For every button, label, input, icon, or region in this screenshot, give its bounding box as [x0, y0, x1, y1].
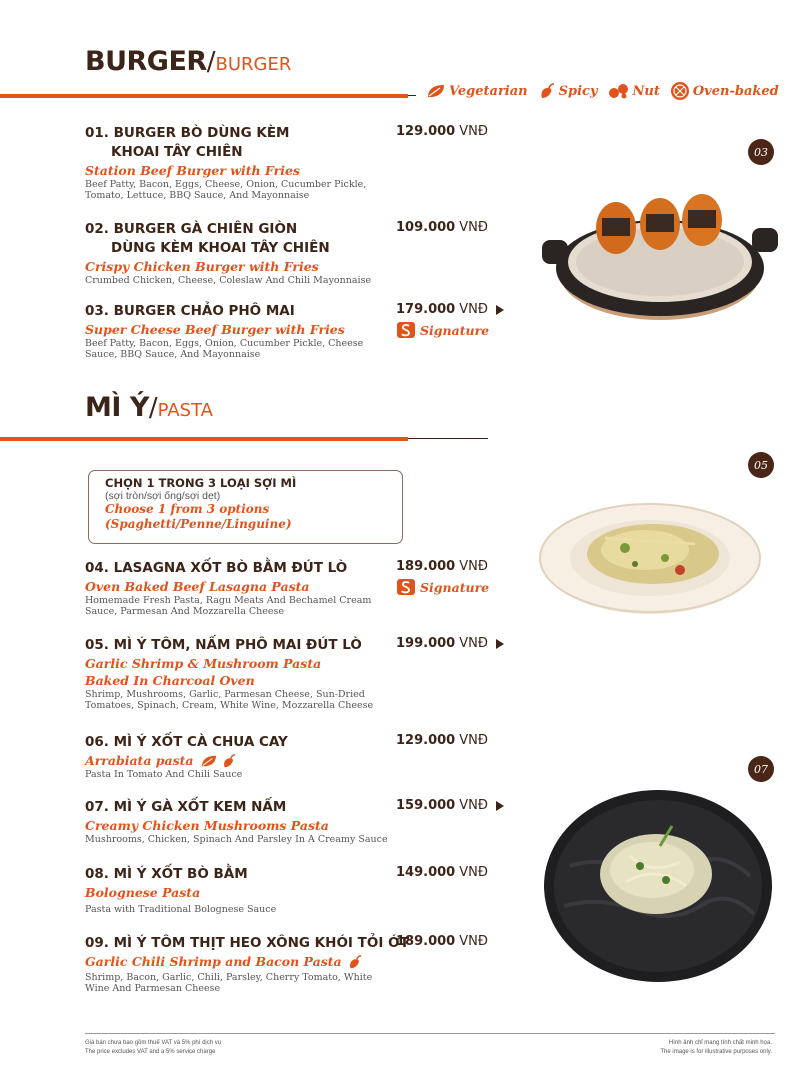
item-name: 05. MÌ Ý TÔM, NẤM PHÔ MAI ĐÚT LÒ: [85, 637, 362, 653]
legend-oven-baked: Oven-baked: [670, 81, 779, 101]
item-price: 149.000 VNĐ: [396, 865, 488, 880]
item-english-name: Station Beef Burger with Fries: [85, 163, 300, 178]
legend-spicy: Spicy: [538, 82, 598, 100]
menu-item-05: [85, 636, 505, 711]
signature-icon: [396, 578, 416, 596]
item-description: Crumbed Chicken, Cheese, Coleslaw And Chili Mayonnaise: [85, 275, 372, 286]
item-name: 01. BURGER BÒ DÙNG KÈM KHOAI TÂY CHIÊN: [85, 125, 290, 160]
item-english-name: Creamy Chicken Mushrooms Pasta: [85, 818, 329, 833]
menu-item-01: [85, 124, 505, 201]
item-english-name: Garlic Chili Shrimp and Bacon Pasta: [85, 953, 505, 970]
item-price: 179.000 VNĐ: [396, 302, 504, 317]
pasta-section-title: MÌ Ý/PASTA: [85, 392, 213, 423]
item-price: 159.000 VNĐ: [396, 798, 504, 813]
item-description: Pasta with Traditional Bolognese Sauce: [85, 904, 277, 915]
menu-item-07: [85, 798, 505, 845]
menu-item-08: [85, 865, 505, 915]
item-name: 09. MÌ Ý TÔM THỊT HEO XÔNG KHÓI TỎI ỚT: [85, 935, 410, 951]
leaf-icon: [200, 754, 218, 768]
item-price: 189.000 VNĐ: [396, 559, 488, 574]
item-english-name: Super Cheese Beef Burger with Fries: [85, 322, 345, 337]
item-name: 02. BURGER GÀ CHIÊN GIÒN DÙNG KÈM KHOAI TÂY CHIÊN: [85, 221, 330, 256]
signature-badge: Signature: [396, 321, 489, 339]
footer-price-note: Giá bán chưa bao gồm thuế VAT và 5% phí dịch vụ The price excludes VAT and a 5% service charge: [85, 1040, 222, 1055]
item-price: 129.000 VNĐ: [396, 733, 488, 748]
item-description: Beef Patty, Bacon, Eggs, Onion, Cucumber Pickle, Cheese Sauce, BBQ Sauce, And Mayonnaise: [85, 338, 364, 360]
item-name: 08. MÌ Ý XỐT BÒ BẰM: [85, 866, 248, 882]
legend-vegetarian: Vegetarian: [426, 83, 528, 99]
item-price: 189.000 VNĐ: [396, 934, 488, 949]
item-english-name: Arrabiata pasta: [85, 752, 505, 769]
footer-rule: [85, 1033, 775, 1034]
oven-icon: [670, 81, 690, 101]
item-price: 129.000 VNĐ: [396, 124, 488, 139]
menu-item-06: [85, 733, 505, 780]
play-arrow-icon: [496, 305, 504, 315]
burger-title-rule: [0, 94, 408, 98]
menu-item-04: [85, 559, 505, 617]
item-name: 07. MÌ Ý GÀ XỐT KEM NẤM: [85, 799, 287, 815]
burger-section-title: BURGER/BURGER: [85, 46, 292, 77]
nut-icon: [608, 83, 630, 99]
item-price: 109.000 VNĐ: [396, 220, 488, 235]
burger-skillet-photo: [540, 178, 780, 330]
item-description: Pasta In Tomato And Chili Sauce: [85, 769, 243, 780]
photo-badge-03: 03: [748, 139, 774, 165]
leaf-icon: [426, 83, 446, 99]
item-english-name: Oven Baked Beef Lasagna Pasta: [85, 579, 310, 594]
pasta-title-rule: [0, 437, 408, 441]
footer-image-note: Hình ảnh chỉ mang tính chất minh họa. The image is for illustrative purposes only.: [660, 1040, 772, 1055]
play-arrow-icon: [496, 801, 504, 811]
item-english-name: Crispy Chicken Burger with Fries: [85, 259, 319, 274]
item-name: 06. MÌ Ý XỐT CÀ CHUA CAY: [85, 734, 288, 750]
item-description: Homemade Fresh Pasta, Ragu Meats And Bechamel Cream Sauce, Parmesan And Mozzarella Cheese: [85, 595, 372, 617]
item-description: Shrimp, Mushrooms, Garlic, Parmesan Cheese, Sun-Dried Tomatoes, Spinach, Cream, White Wine, Mozzarella Cheese: [85, 689, 374, 711]
creamy-pasta-plate-photo: [540, 786, 776, 986]
signature-icon: [396, 321, 416, 339]
menu-item-09: [85, 934, 505, 994]
item-name: 04. LASAGNA XỐT BÒ BẰM ĐÚT LÒ: [85, 560, 348, 576]
play-arrow-icon: [496, 639, 504, 649]
signature-badge: Signature: [396, 578, 489, 596]
item-description: Mushrooms, Chicken, Spinach And Parsley In A Creamy Sauce: [85, 834, 388, 845]
item-description: Shrimp, Bacon, Garlic, Chili, Parsley, Cherry Tomato, White Wine And Parmesan Cheese: [85, 972, 373, 994]
dietary-legend: [426, 81, 789, 101]
photo-badge-05: 05: [748, 452, 774, 478]
item-name: 03. BURGER CHẢO PHÔ MAI: [85, 303, 295, 319]
item-english-name-line2: Baked In Charcoal Oven: [85, 673, 255, 688]
chili-icon: [538, 82, 556, 100]
item-description: Beef Patty, Bacon, Eggs, Cheese, Onion, Cucumber Pickle, Tomato, Lettuce, BBQ Sauce, And Mayonnaise: [85, 179, 367, 201]
item-english-name: Garlic Shrimp & Mushroom Pasta: [85, 656, 322, 671]
burger-title-rule-thin: [408, 95, 416, 96]
item-price: 199.000 VNĐ: [396, 636, 504, 651]
chili-icon: [347, 954, 363, 970]
pasta-title-rule-thin: [408, 438, 488, 439]
menu-item-02: [85, 220, 505, 286]
menu-item-03: [85, 302, 505, 360]
item-english-name: Bolognese Pasta: [85, 885, 201, 900]
photo-badge-07: 07: [748, 756, 774, 782]
chili-icon: [221, 753, 237, 769]
pasta-options-box: CHỌN 1 TRONG 3 LOẠI SỢI MÌ (sợi tròn/sợi ống/sợi dẹt) Choose 1 from 3 options (Spaghetti/Penne/Linguine): [88, 470, 403, 544]
lasagna-plate-photo: [535, 498, 765, 618]
legend-nut: Nut: [608, 83, 660, 99]
